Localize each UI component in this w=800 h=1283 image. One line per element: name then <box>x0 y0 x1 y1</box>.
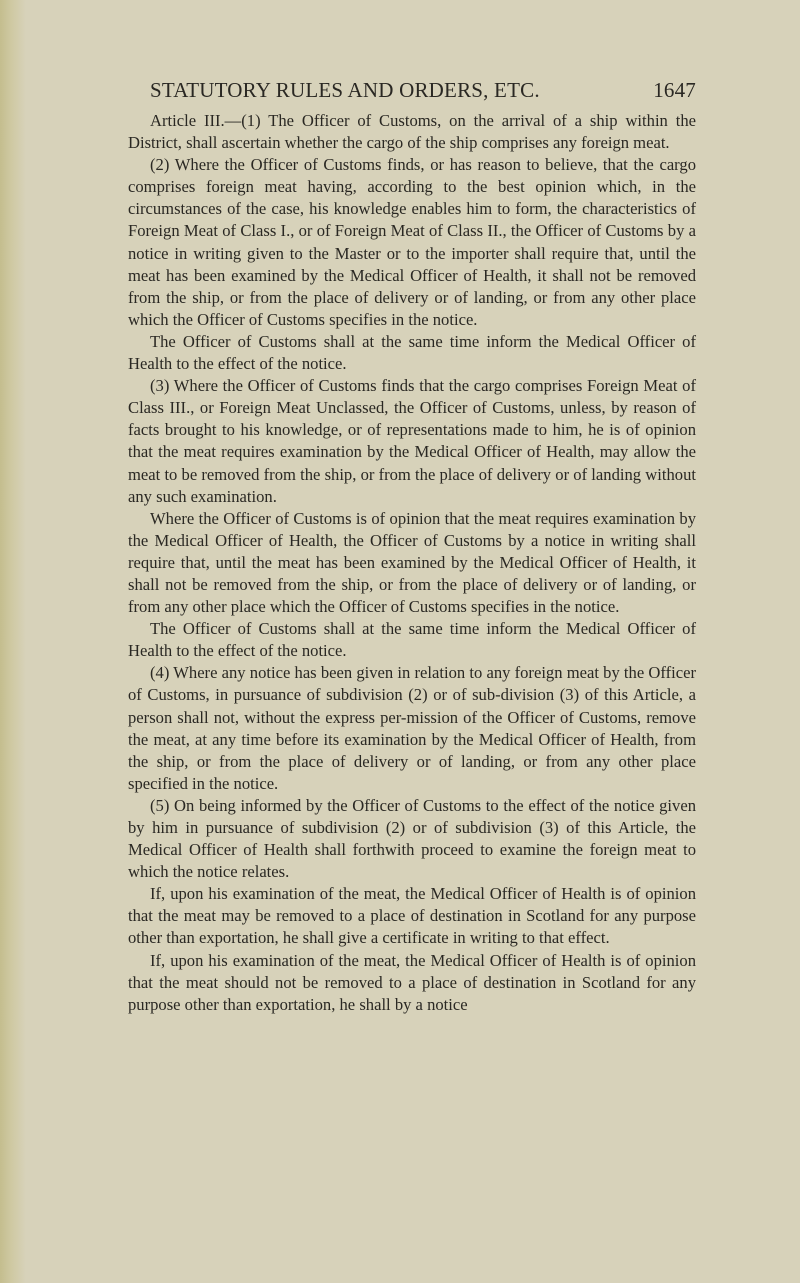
running-head <box>128 78 696 110</box>
paragraph-subdivision-5: (5) On being informed by the Officer of Customs to the effect of the notice given by him in pursuance of subdivision (2) or of subdivision (3) of this Article, the Medical Officer of Health shall forthwith proceed to examine the foreign meat to which the notice relates. <box>128 795 696 882</box>
paragraph-examination-required: Where the Officer of Customs is of opinion that the meat requires examination by the Medical Officer of Health, the Officer of Customs by a notice in writing shall require that, until the meat has been examined by the Medical Officer of Health, it shall not be removed from the ship, or from the place of delivery or of landing, or from any other place which the Officer of Customs specifies in the notice. <box>128 508 696 617</box>
paragraph-subdivision-4: (4) Where any notice has been given in relation to any foreign meat by the Officer of Customs, in pursuance of subdivision (2) or of sub-division (3) of this Article, a person shall not, without the express per-mission of the Officer of Customs, remove the meat, at any time before its examination by the Medical Officer of Health, from the ship, or from the place of delivery or of landing, or from any other place specified in the notice. <box>128 663 696 793</box>
running-title: STATUTORY RULES AND ORDERS, ETC. <box>150 78 540 102</box>
paragraph-article-3-1: Article III.—(1) The Officer of Customs, on the arrival of a ship within the District, shall ascertain whether the cargo of the ship comprises any foreign meat. <box>128 111 696 153</box>
paragraph-not-removed: If, upon his examination of the meat, the Medical Officer of Health is of opinion that the meat should not be removed to a place of destination in Scotland for any purpose other than exportation, he shall by a notice <box>128 950 696 1014</box>
page-number: 1647 <box>653 78 696 102</box>
document-page <box>128 78 696 1016</box>
body-text <box>128 110 696 1016</box>
paragraph-subdivision-3: (3) Where the Officer of Customs finds that the cargo comprises Foreign Meat of Class III., or Foreign Meat Unclassed, the Officer of Customs, unless, by reason of facts brought to his knowledge, or of representations made to him, he is of opinion that the meat requires examination by the Medical Officer of Health, may allow the meat to be removed from the ship, or from the place of delivery or of landing without any such examination. <box>128 376 696 506</box>
page-binding-edge <box>0 0 26 1283</box>
paragraph-inform-moh-2: The Officer of Customs shall at the same time inform the Medical Officer of Health to the effect of the notice. <box>128 619 696 661</box>
paragraph-inform-moh-1: The Officer of Customs shall at the same time inform the Medical Officer of Health to the effect of the notice. <box>128 331 696 374</box>
paragraph-subdivision-2: (2) Where the Officer of Customs finds, or has reason to believe, that the cargo comprises foreign meat having, according to the best opinion which, in the circumstances of the case, his knowledge enables him to form, the characteristics of Foreign Meat of Class I., or of Foreign Meat of Class II., the Officer of Customs by a notice in writing given to the Master or to the importer shall require that, until the meat has been examined by the Medical Officer of Health, it shall not be removed from the ship, or from the place of delivery or of landing, or from any other place which the Officer of Customs specifies in the notice. <box>128 155 696 329</box>
paragraph-certificate: If, upon his examination of the meat, the Medical Officer of Health is of opinion that the meat may be removed to a place of destination in Scotland for any purpose other than exportation, he shall give a certificate in writing to that effect. <box>128 884 696 948</box>
